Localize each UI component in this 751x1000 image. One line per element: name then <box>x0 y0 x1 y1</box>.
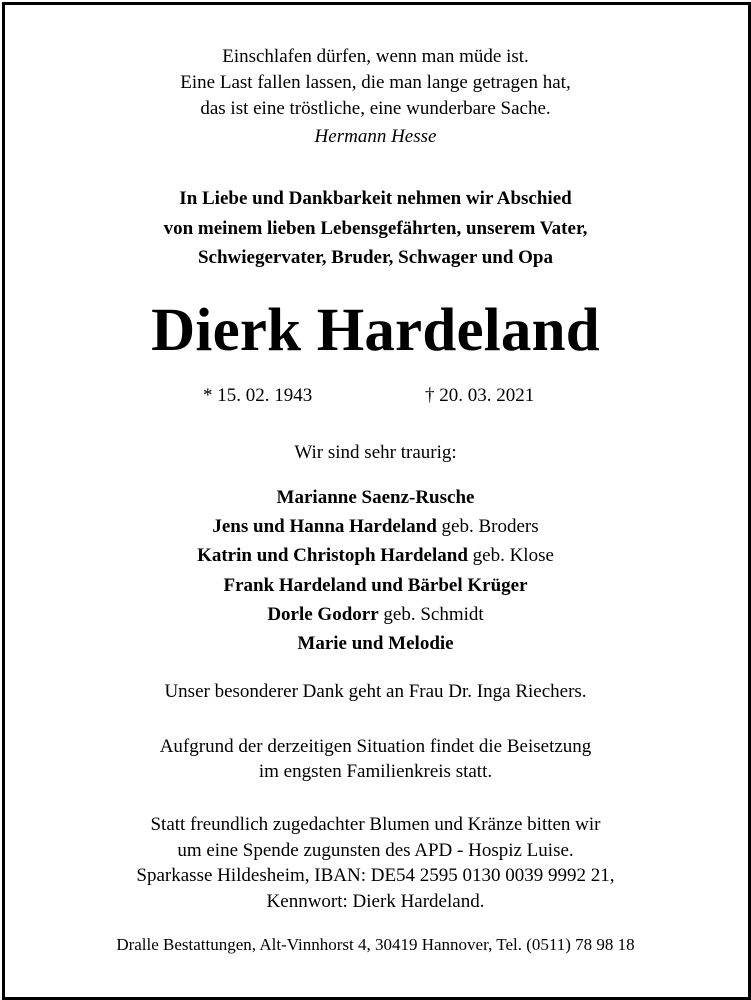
mourner-entry <box>0 541 751 570</box>
mourner-name: Jens und Hanna Hardeland <box>212 516 437 538</box>
mourner-name: Frank Hardeland und Bärbel Krüger <box>223 574 528 596</box>
mourners-list <box>0 483 751 658</box>
donation-line: Statt freundlich zugedachter Blumen und Kränze bitten wir <box>150 814 601 835</box>
mourner-maiden-name: geb. Klose <box>472 545 554 567</box>
mourner-maiden-name: geb. Broders <box>441 516 539 538</box>
poem-line: das ist eine tröstliche, eine wunderbare Sache. <box>200 98 551 119</box>
death-date: † 20. 03. 2021 <box>425 385 535 406</box>
funeral-notice <box>0 734 751 784</box>
donation-line: Kennwort: Dierk Hardeland. <box>266 890 485 912</box>
poem-quote <box>0 44 751 122</box>
mourner-entry <box>0 512 751 541</box>
donation-line: Sparkasse Hildesheim, IBAN: DE54 2595 0130 0039 9992 21, <box>136 865 615 886</box>
mourner-name: Katrin und Christoph Hardeland <box>197 545 468 567</box>
mourners-intro: Wir sind sehr traurig: <box>294 442 457 463</box>
birth-date: * 15. 02. 1943 <box>203 385 313 406</box>
undertaker-contact: Dralle Bestattungen, Alt-Vinnhorst 4, 30419 Hannover, Tel. (0511) 78 98 18 <box>116 935 635 954</box>
deceased-name: Dierk Hardeland <box>151 297 600 364</box>
special-thanks: Unser besonderer Dank geht an Frau Dr. Inga Riechers. <box>164 681 587 702</box>
mourner-name: Dorle Godorr <box>267 603 379 625</box>
mourner-entry <box>0 600 751 629</box>
poem-line: Eine Last fallen lassen, die man lange getragen hat, <box>180 72 571 93</box>
poem-line: Einschlafen dürfen, wenn man müde ist. <box>222 46 529 67</box>
donation-line: um eine Spende zugunsten des APD - Hospiz Luise. <box>177 839 574 861</box>
intro-line: Schwiegervater, Bruder, Schwager und Opa <box>197 247 554 268</box>
intro-line: von meinem lieben Lebensgefährten, unserem Vater, <box>163 217 588 239</box>
mourner-maiden-name: geb. Schmidt <box>383 603 484 625</box>
mourner-entry <box>0 629 751 658</box>
farewell-intro <box>0 184 751 273</box>
poem-author: Hermann Hesse <box>314 126 437 147</box>
funeral-line: Aufgrund der derzeitigen Situation findet die Beisetzung <box>159 736 592 757</box>
donation-request <box>0 812 751 914</box>
mourner-entry <box>0 483 751 512</box>
funeral-line: im engsten Familienkreis statt. <box>258 761 493 782</box>
mourner-name: Marie und Melodie <box>297 633 454 655</box>
mourner-name: Marianne Saenz-Rusche <box>276 487 475 508</box>
intro-line: In Liebe und Dankbarkeit nehmen wir Abschied <box>179 188 572 209</box>
mourner-entry <box>0 571 751 600</box>
